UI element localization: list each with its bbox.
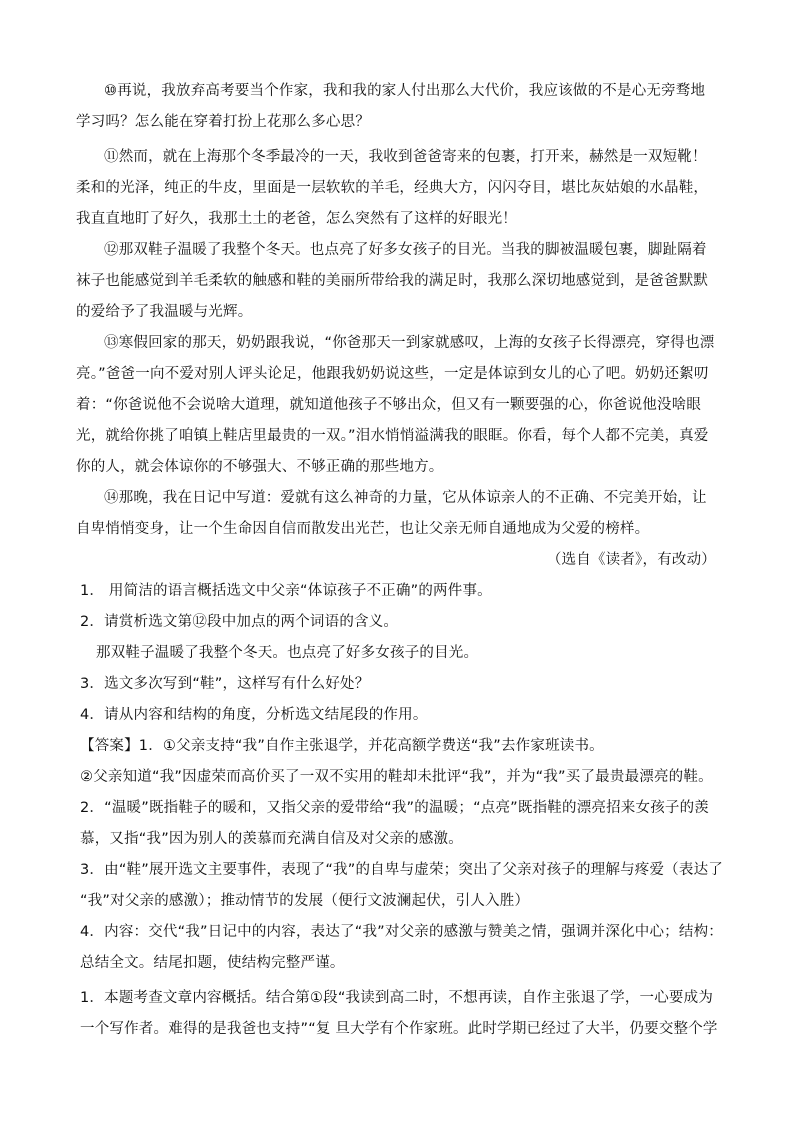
paragraph-11-line-3: 我直直地盯了好久，我那土土的老爸，怎么突然有了这样的好眼光！ [76,211,517,227]
answer-4-line-2: 总结全文。结尾扣题，使结构完整严谨。 [80,955,345,971]
paragraph-12-line-2: 袜子也能感觉到羊毛柔软的触感和鞋的美丽所带给我的满足时，我那么深切地感觉到，是爸爸默默 [76,273,709,289]
paragraph-11-line-2: 柔和的光泽，纯正的牛皮，里面是一层软软的羊毛，经典大方，闪闪夺目，堪比灰姑娘的水晶鞋， [76,180,709,196]
answer-4-line-1: 4．内容：交代“我”日记中的内容，表达了“我”对父亲的感激与赞美之情，强调并深化中心；结构： [80,924,723,940]
paragraph-13-line-5: 你的人，就会体谅你的不够强大、不够正确的那些地方。 [76,459,444,475]
question-3: 3．选文多次写到“鞋”，这样写有什么好处？ [80,676,370,692]
question-2: 2．请赏析选文第⑫段中加点的两个词语的含义。 [80,614,399,630]
answer-1-part-1: 【答案】1．①父亲支持“我”自作主张退学，并花高额学费送“我”去作家班读书。 [80,738,604,754]
question-2-quote: 那双鞋子温暖了我整个冬天。也点亮了好多女孩子的目光。 [96,645,479,661]
question-4: 4．请从内容和结构的角度，分析选文结尾段的作用。 [80,707,428,723]
answer-2-line-2: 慕，又指“我”因为别人的羡慕而充满自信及对父亲的感激。 [80,831,463,847]
answer-1-part-2: ②父亲知道“我”因虚荣而高价买了一双不实用的鞋却未批评“我”，并为“我”买了最贵最漂亮的鞋。 [80,769,713,785]
analysis-1-line-2: 一个写作者。难得的是我爸也支持”“复 旦大学有个作家班。此时学期已经过了大半，仍要交整个学 [80,1021,718,1037]
answer-3-line-1: 3．由“鞋”展开选文主要事件，表现了“我”的自卑与虚荣；突出了父亲对孩子的理解与疼爱（表达了 [80,862,723,878]
source-citation: （选自《读者》，有改动） [546,552,716,568]
paragraph-13-line-2: 亮。”爸爸一向不爱对别人评头论足，他跟我奶奶说这些，一定是体谅到女儿的心了吧。奶奶还絮叨 [76,366,709,382]
paragraph-13-line-4: 光，就给你挑了咱镇上鞋店里最贵的一双。”泪水悄悄溢满我的眼眶。你看，每个人都不完美，真爱 [76,428,709,444]
answer-2-line-1: 2．“温暖”既指鞋子的暖和，又指父亲的爱带给“我”的温暖；“点亮”既指鞋的漂亮招来女孩子的羡 [80,800,709,816]
paragraph-12-line-1: ⑫那双鞋子温暖了我整个冬天。也点亮了好多女孩子的目光。当我的脚被温暖包裹，脚趾隔着 [104,242,707,258]
paragraph-10-line-1: ⑩再说，我放弃高考要当个作家，我和我的家人付出那么大代价，我应该做的不是心无旁骛地 [104,83,706,99]
question-1: 1． 用简洁的语言概括选文中父亲“体谅孩子不正确”的两件事。 [80,583,492,599]
paragraph-10-line-2: 学习吗？怎么能在穿着打扮上花那么多心思？ [76,114,370,130]
paragraph-13-line-3: 着：“你爸说他不会说啥大道理，就知道他孩子不够出众，但又有一颗要强的心，你爸说他没啥眼 [76,397,702,413]
answer-3-line-2: “我”对父亲的感激）；推动情节的发展（便行文波澜起伏，引人入胜） [80,893,530,909]
paragraph-14-line-1: ⑭那晚，我在日记中写道：爱就有这么神奇的力量，它从体谅亲人的不正确、不完美开始，让 [104,490,707,506]
paragraph-12-line-3: 的爱给予了我温暖与光辉。 [76,304,253,320]
paragraph-13-line-1: ⑬寒假回家的那天，奶奶跟我说，“你爸那天一到家就感叹，上海的女孩子长得漂亮，穿得也漂 [104,335,715,351]
analysis-1-line-1: 1．本题考查文章内容概括。结合第①段“我读到高二时，不想再读，自作主张退了学，一心要成为 [80,990,714,1006]
paragraph-11-line-1: ⑪然而，就在上海那个冬季最冷的一天，我收到爸爸寄来的包裹，打开来，赫然是一双短靴！ [104,149,707,165]
paragraph-14-line-2: 自卑悄悄变身，让一个生命因自信而散发出光芒，也让父亲无师自通地成为父爱的榜样。 [76,521,650,537]
